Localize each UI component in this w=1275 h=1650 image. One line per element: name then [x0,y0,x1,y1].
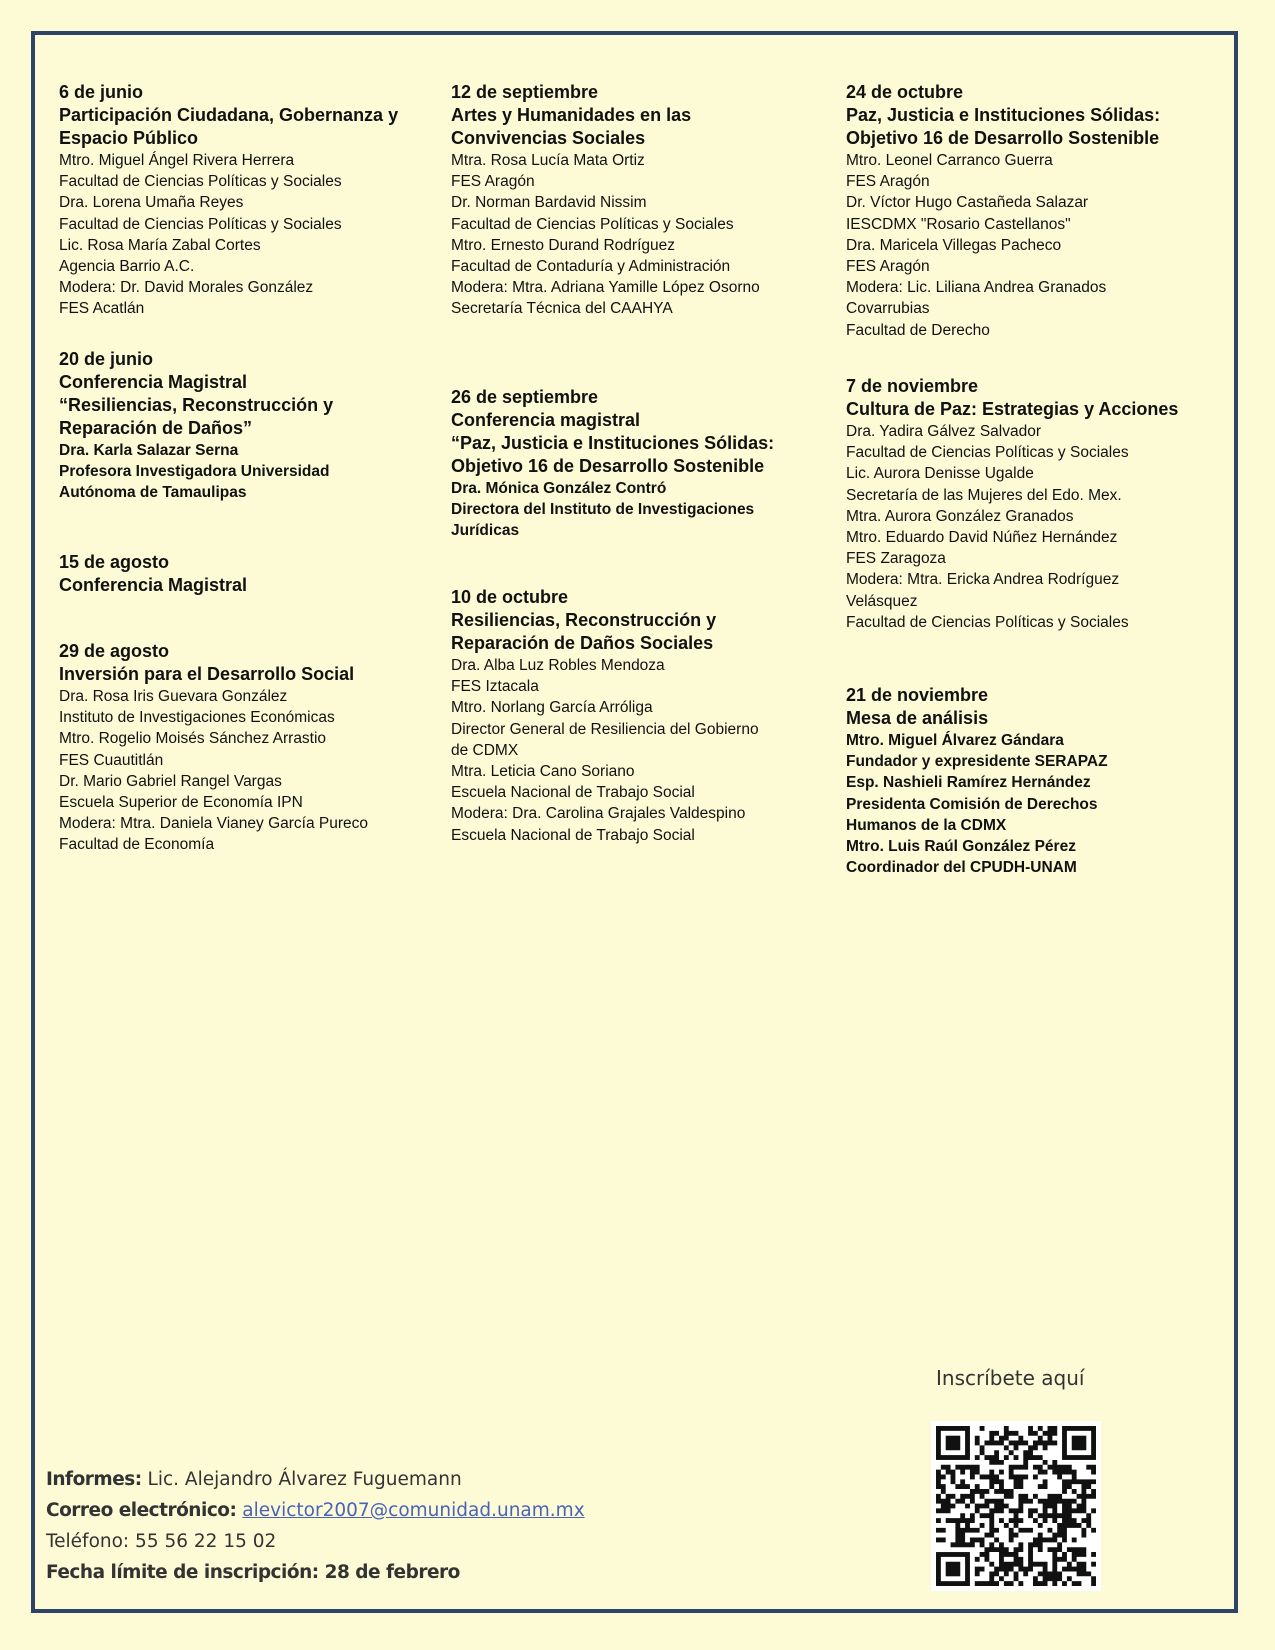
event-title-line: Reparación de Daños Sociales [451,633,714,653]
event-date: 10 de octubre [451,587,569,607]
event-block [451,586,831,846]
participant-line: Modera: Mtra. Daniela Vianey García Pureco [59,815,369,833]
event-title-line: Objetivo 16 de Desarrollo Sostenible [451,456,765,476]
participant-line: Mtra. Rosa Lucía Mata Ortiz [451,152,645,169]
participant-line: Dr. Víctor Hugo Castañeda Salazar [846,194,1089,212]
event-participants [59,440,439,504]
participant-line: Dra. Karla Salazar Serna [59,442,239,459]
informes-value: Lic. Alejandro Álvarez Fuguemann [141,1469,462,1490]
event-title [846,398,1226,421]
event-date: 26 de septiembre [451,387,599,407]
participant-line: Facultad de Contaduría y Administración [451,258,731,276]
event-title-line: Reparación de Daños” [59,418,253,438]
event-title [451,409,831,478]
event-date: 15 de agosto [59,552,170,572]
participant-line: Lic. Rosa María Zabal Cortes [59,236,261,254]
participant-line: Modera: Lic. Liliana Andrea Granados [846,279,1107,297]
event-title [846,104,1226,150]
participant-line: Escuela Superior de Economía IPN [59,794,303,812]
event-title [59,104,439,150]
participant-line: Mtro. Miguel Álvarez Gándara [846,732,1064,749]
event-date: 29 de agosto [59,641,170,661]
participant-line: FES Aragón [846,173,930,191]
participant-line: Esp. Nashieli Ramírez Hernández [846,774,1091,792]
event-title-line: Paz, Justicia e Instituciones Sólidas: [846,105,1161,125]
event-date: 21 de noviembre [846,685,989,705]
event-participants [846,730,1226,878]
participant-line: Coordinador del CPUDH-UNAM [846,859,1077,877]
event-participants [846,421,1226,633]
participant-line: Jurídicas [451,522,520,540]
participant-line: Facultad de Ciencias Políticas y Sociales [846,613,1129,631]
event-title-line: Resiliencias, Reconstrucción y [451,610,717,630]
participant-line: Director General de Resiliencia del Gobierno [451,720,759,738]
event-title-line: Conferencia magistral [451,410,641,430]
event-title-line: “Paz, Justicia e Instituciones Sólidas: [451,433,775,453]
participant-line: FES Aragón [846,258,930,276]
informes-label: Informes: [46,1469,142,1490]
event-participants [451,150,831,320]
participant-line: Facultad de Ciencias Políticas y Sociales [59,215,342,233]
participant-line: FES Aragón [451,173,535,191]
participant-line: Mtro. Ernesto Durand Rodríguez [451,236,675,254]
participant-line: Facultad de Ciencias Políticas y Sociales [846,444,1129,462]
participant-line: IESCDMX "Rosario Castellanos" [846,215,1071,233]
participant-line: FES Zaragoza [846,550,946,568]
event-title-line: Mesa de análisis [846,708,989,728]
email-link[interactable]: alevictor2007@comunidad.unam.mx [242,1500,585,1521]
event-title-line: Conferencia Magistral [59,372,248,392]
participant-line: Secretaría Técnica del CAAHYA [451,300,673,318]
event-title-line: Conferencia Magistral [59,575,248,595]
event-title-line: “Resiliencias, Reconstrucción y [59,395,334,415]
event-title-line: Convivencias Sociales [451,128,646,148]
participant-line: Mtro. Norlang García Arróliga [451,699,653,717]
event-title-line: Espacio Público [59,128,199,148]
event-title-line: Objetivo 16 de Desarrollo Sostenible [846,128,1160,148]
participant-line: Escuela Nacional de Trabajo Social [451,784,695,802]
participant-line: Dra. Yadira Gálvez Salvador [846,423,1041,440]
qr-code[interactable] [931,1421,1101,1591]
event-block [59,640,439,856]
contact-info [46,1464,585,1588]
email-line [46,1495,585,1526]
informes-line [46,1464,585,1495]
participant-line: FES Cuautitlán [59,751,164,769]
event-block [846,375,1226,633]
participant-line: Mtro. Rogelio Moisés Sánchez Arrastio [59,730,327,748]
event-title [846,707,1226,730]
event-date: 6 de junio [59,82,144,102]
participant-line: Dra. Maricela Villegas Pacheco [846,236,1062,254]
participant-line: Dra. Lorena Umaña Reyes [59,194,244,212]
participant-line: FES Acatlán [59,300,145,318]
participant-line: Modera: Mtra. Ericka Andrea Rodríguez [846,571,1120,589]
event-block [59,81,439,320]
participant-line: Presidenta Comisión de Derechos [846,795,1098,813]
event-participants [451,478,831,542]
deadline-line: Fecha límite de inscripción: 28 de febrero [46,1562,460,1583]
event-title [59,371,439,440]
participant-line: Mtro. Eduardo David Núñez Hernández [846,529,1118,547]
event-participants [846,150,1226,341]
event-title [59,663,439,686]
participant-line: Mtro. Miguel Ángel Rivera Herrera [59,152,295,169]
event-date: 7 de noviembre [846,376,979,396]
email-label: Correo electrónico: [46,1500,237,1521]
event-title [59,574,439,597]
event-title-line: Artes y Humanidades en las [451,105,692,125]
event-participants [59,150,439,320]
participant-line: Mtro. Luis Raúl González Pérez [846,838,1076,856]
participant-line: Facultad de Derecho [846,321,990,339]
event-block [846,81,1226,341]
participant-line: Dra. Rosa Iris Guevara González [59,688,288,705]
participant-line: Dra. Mónica González Contró [451,480,667,497]
event-block [59,551,439,597]
participant-line: Lic. Aurora Denisse Ugalde [846,465,1034,483]
participant-line: Humanos de la CDMX [846,816,1007,834]
participant-line: Modera: Dr. David Morales González [59,279,314,297]
event-date: 20 de junio [59,349,154,369]
participant-line: Profesora Investigadora Universidad [59,463,330,481]
participant-line: Facultad de Ciencias Políticas y Sociales [59,173,342,191]
participant-line: Dr. Mario Gabriel Rangel Vargas [59,772,282,790]
participant-line: Modera: Dra. Carolina Grajales Valdespino [451,805,746,823]
participant-line: Covarrubias [846,300,930,318]
participant-line: Dra. Alba Luz Robles Mendoza [451,657,665,674]
participant-line: Mtra. Leticia Cano Soriano [451,763,635,781]
participant-line: Facultad de Ciencias Políticas y Sociales [451,215,734,233]
participant-line: Fundador y expresidente SERAPAZ [846,753,1108,771]
phone-line: Teléfono: 55 56 22 15 02 [46,1531,277,1552]
participant-line: FES Iztacala [451,678,539,696]
event-title [451,609,831,655]
event-block [451,81,831,320]
event-block [846,684,1226,878]
participant-line: Modera: Mtra. Adriana Yamille López Osorno [451,279,760,297]
event-participants [451,655,831,846]
participant-line: Mtra. Aurora González Granados [846,507,1074,525]
event-participants [59,686,439,856]
event-title [451,104,831,150]
participant-line: Autónoma de Tamaulipas [59,484,247,502]
event-block [59,348,439,504]
event-title-line: Participación Ciudadana, Gobernanza y [59,105,399,125]
participant-line: Secretaría de las Mujeres del Edo. Mex. [846,486,1122,504]
event-date: 24 de octubre [846,82,964,102]
event-title-line: Cultura de Paz: Estrategias y Acciones [846,399,1179,419]
participant-line: de CDMX [451,741,519,759]
participant-line: Agencia Barrio A.C. [59,258,195,276]
participant-line: Instituto de Investigaciones Económicas [59,709,335,727]
participant-line: Facultad de Economía [59,836,215,854]
event-block [451,386,831,542]
participant-line: Velásquez [846,592,918,610]
participant-line: Escuela Nacional de Trabajo Social [451,826,695,844]
participant-line: Mtro. Leonel Carranco Guerra [846,152,1053,169]
register-label: Inscríbete aquí [936,1366,1085,1390]
participant-line: Directora del Instituto de Investigaciones [451,501,755,519]
event-title-line: Inversión para el Desarrollo Social [59,664,355,684]
participant-line: Dr. Norman Bardavid Nissim [451,194,647,212]
event-date: 12 de septiembre [451,82,599,102]
